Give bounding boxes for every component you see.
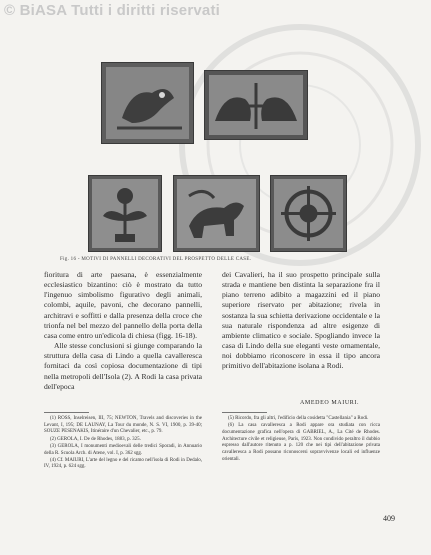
body-paragraph: Alle stesse conclusioni si giunge comparando la struttura della casa di Lindo a quella cavalleresca fornitaci da così copiosa documentazione di tipi nella metropoli dell'Isola (2). A Rodi la casa privata dell'epoca — [44, 341, 202, 391]
figure-panel-3 — [88, 175, 162, 252]
footnotes-right — [222, 416, 380, 464]
footnote: (4) Cf. MAIURI, L'arte del legno e del ricamo nell'isola di Rodi in Dedalo, IV, 1924, p. 624 sgg. — [44, 457, 202, 470]
footnote: (5) Ricordo, fra gli altri, l'edificio della cosidetta "Castellania" a Rodi. — [228, 416, 369, 421]
figure-caption: Fig. 16 - MOTIVI DI PANNELLI DECORATIVI DEL PROSPETTO DELLE CASE. — [60, 257, 252, 262]
floral-vase-motif-icon — [89, 176, 161, 251]
footnote: (2) GEROLA, I. De de Rhodes, 1883, p. 325. — [50, 436, 141, 442]
figure-panel-1 — [101, 62, 194, 144]
footnote: (1) ROSS, Inselreisen, III, 75; NEWTON, Travels and discoveries in the Levant, I, 195; DE LAUNAY, La Tour du monde, N. S. VI, 1900, p. 39-40; SOUZE PESENAKIS, Itinéraire d'un Chevalier, etc., p. 79. — [44, 416, 202, 435]
author-signature: AMEDEO MAIURI. — [300, 400, 360, 406]
figure-panel-5 — [270, 175, 347, 252]
figure-panel-2 — [204, 70, 308, 140]
body-paragraph: dei Cavalieri, ha il suo prospetto principale sulla strada e mantiene ben distinta la separazione fra il piano terreno adibito a magazzini ed il piano superiore riservato per abitazione; rivela in sostanza la sua schietta derivazione occidentale e la sua naturale rispondenza ad altre esigenze di ambiente climatico e sociale. Spogliando invece la casa di Lindo della sue eleganti veste ornamentale, noi dobbiamo riconoscere in essa il tipo ancora primitivo dell'abitazione isolana a Rodi. — [222, 270, 380, 371]
rosette-motif-icon — [271, 176, 346, 251]
watermark-text: © BiASA Tutti i diritti riservati — [4, 2, 221, 19]
footnote: (6) La casa cavalleresca a Rodi appare ora studiata con ricca documentazione grafica nell'opera di GABRIEL, A., La Cité de Rhodes. Architecture civile et religieuse, Paris, 1923. Non condivido peraltro il dubbio espresso dall'autore ritenuto a p. 120 che nei tipi dell'abitazione privata cavalleresca a Rodi possano riconoscersi sopravvivenze locali ed influenze orientali. — [222, 423, 380, 462]
paired-birds-motif-icon — [205, 71, 307, 139]
footnote-divider-left — [44, 412, 89, 413]
figure-panel-4 — [173, 175, 260, 252]
body-column-right — [222, 270, 380, 372]
footnote: (3) GEROLA, I monumenti medioevali delle tredici Sporadi, in Annuario della R. Scuola Arch. di Atene, vol. I, p. 362 sgg. — [44, 443, 202, 456]
footnotes-left — [44, 416, 202, 472]
body-column-left — [44, 270, 202, 392]
body-paragraph: fioritura di arte paesana, è essenzialmente ecclesiastico bizantino: ciò è mostrato da tutto l'ingenuo simbolismo figurativo degli animali, colombi, aquile, pavoni, che decorano pannelli, architravi e soffitti e dalla presenza della croce che trionfa nel bel mezzo del pannello della porta della casa come entro un'edicola di chiesa (figg. 16-18). — [44, 270, 202, 340]
page-number: 409 — [383, 514, 395, 523]
animal-motif-icon — [174, 176, 259, 251]
footnote-divider-right — [222, 412, 267, 413]
bird-motif-icon — [102, 63, 193, 143]
